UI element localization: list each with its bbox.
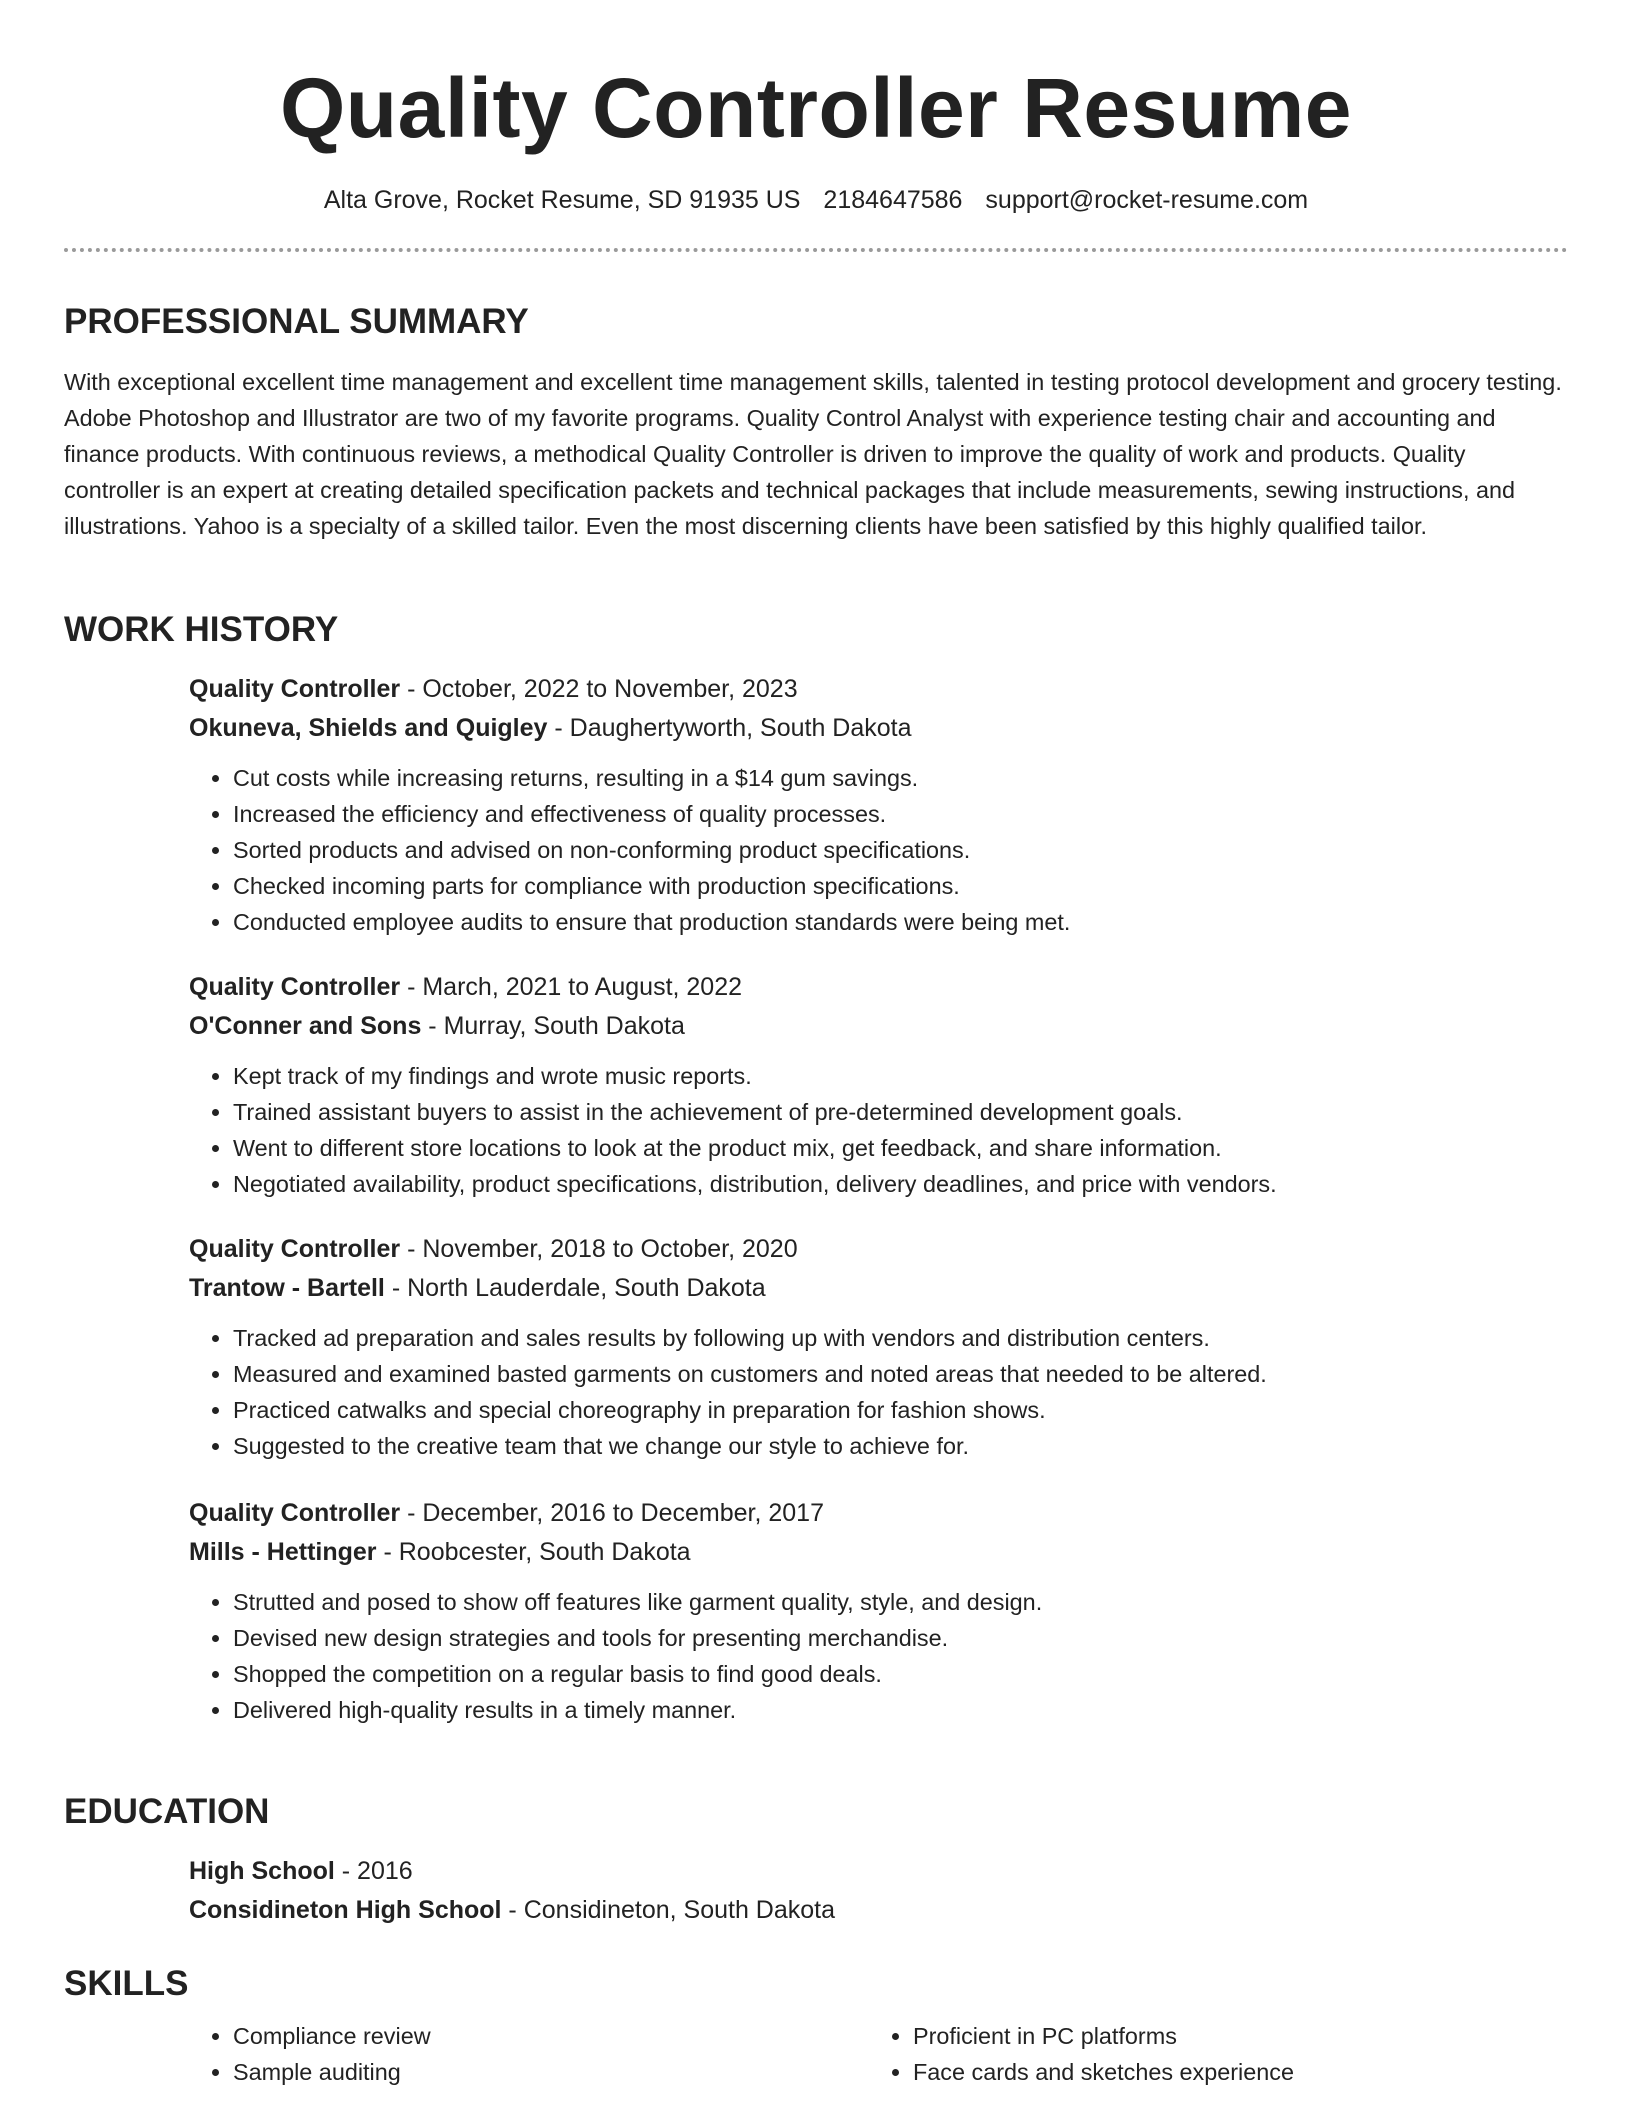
job-location: - Daughertyworth, South Dakota xyxy=(547,714,912,742)
job-company-line xyxy=(189,1007,1568,1046)
job-bullet: • Sorted products and advised on non-conforming product specifications. xyxy=(233,832,1568,868)
skill-item: • Face cards and sketches experience xyxy=(913,2054,1549,2090)
job-company: O'Conner and Sons xyxy=(189,1012,422,1040)
job-title-line xyxy=(189,1230,1568,1269)
education-location: - Considineton, South Dakota xyxy=(501,1896,836,1924)
education-heading: EDUCATION xyxy=(64,1792,270,1831)
job-bullet: • Negotiated availability, product specifications, distribution, delivery deadlines, and price with vendors. xyxy=(233,1166,1568,1202)
contact-email: support@rocket-resume.com xyxy=(985,186,1309,214)
resume-title: Quality Controller Resume xyxy=(279,61,1353,155)
job-company: Mills - Hettinger xyxy=(189,1538,377,1566)
job-company: Okuneva, Shields and Quigley xyxy=(189,714,548,742)
skill-item: • Compliance review xyxy=(233,2018,869,2054)
skill-item: • Sample auditing xyxy=(233,2054,869,2090)
work-history-heading: WORK HISTORY xyxy=(64,610,339,649)
job-bullets xyxy=(189,760,1568,940)
education-school-line xyxy=(189,1891,1568,1930)
job-bullet: • Shopped the competition on a regular basis to find good deals. xyxy=(233,1656,1568,1692)
job-bullets xyxy=(189,1058,1568,1202)
job-entry xyxy=(189,1230,1568,1464)
skills-section xyxy=(64,1962,1568,2090)
job-location: - Murray, South Dakota xyxy=(421,1012,685,1040)
summary-text: With exceptional excellent time management and excellent time management skills, talented in testing protocol development and grocery testing. Adobe Photoshop and Illustrator are two of my favorite programs. Quality Control Analyst with experience testing chair and accounting and finance products. With continuous reviews, a methodical Quality Controller is driven to improve the quality of work and products. Quality controller is an expert at creating detailed specification packets and technical packages that include measurements, sewing instructions, and illustrations. Yahoo is a specialty of a skilled tailor. Even the most discerning clients have been satisfied by this highly qualified tailor. xyxy=(64,369,1562,539)
job-bullet: • Kept track of my findings and wrote music reports. xyxy=(233,1058,1568,1094)
job-bullet: • Devised new design strategies and tools for presenting merchandise. xyxy=(233,1620,1568,1656)
job-bullet: • Conducted employee audits to ensure that production standards were being met. xyxy=(233,904,1568,940)
skill-item: • Proficient in PC platforms xyxy=(913,2018,1549,2054)
education-school: Considineton High School xyxy=(189,1896,502,1924)
job-title: Quality Controller xyxy=(189,675,401,703)
education-year: - 2016 xyxy=(334,1857,413,1885)
job-company-line xyxy=(189,1269,1568,1308)
job-title: Quality Controller xyxy=(189,1499,401,1527)
job-dates: - October, 2022 to November, 2023 xyxy=(400,675,798,703)
summary-heading: PROFESSIONAL SUMMARY xyxy=(64,302,529,341)
skills-column-left xyxy=(189,2018,869,2090)
job-dates: - December, 2016 to December, 2017 xyxy=(400,1499,824,1527)
education-section xyxy=(64,1790,1568,1930)
header-divider xyxy=(64,248,1568,252)
contact-phone: 2184647586 xyxy=(823,186,963,214)
job-bullets xyxy=(189,1320,1568,1464)
job-title: Quality Controller xyxy=(189,973,401,1001)
job-bullet: • Cut costs while increasing returns, resulting in a $14 gum savings. xyxy=(233,760,1568,796)
job-title-line xyxy=(189,1494,1568,1533)
job-bullet: • Checked incoming parts for compliance with production specifications. xyxy=(233,868,1568,904)
job-company-line xyxy=(189,709,1568,748)
job-company: Trantow - Bartell xyxy=(189,1274,385,1302)
job-entry xyxy=(189,670,1568,940)
job-bullet: • Measured and examined basted garments on customers and noted areas that needed to be altered. xyxy=(233,1356,1568,1392)
job-bullet: • Trained assistant buyers to assist in the achievement of pre-determined development goals. xyxy=(233,1094,1568,1130)
skills-column-right xyxy=(869,2018,1549,2090)
job-bullet: • Delivered high-quality results in a timely manner. xyxy=(233,1692,1568,1728)
skills-heading: SKILLS xyxy=(64,1964,189,2003)
job-bullet: • Strutted and posed to show off features like garment quality, style, and design. xyxy=(233,1584,1568,1620)
job-bullet: • Tracked ad preparation and sales results by following up with vendors and distribution centers. xyxy=(233,1320,1568,1356)
skills-list-right xyxy=(869,2018,1549,2090)
skills-list-left xyxy=(189,2018,869,2090)
job-dates: - November, 2018 to October, 2020 xyxy=(400,1235,798,1263)
job-entry xyxy=(189,968,1568,1202)
job-location: - Roobcester, South Dakota xyxy=(376,1538,691,1566)
job-bullet: • Increased the efficiency and effectiveness of quality processes. xyxy=(233,796,1568,832)
education-degree: High School xyxy=(189,1857,335,1885)
skills-grid xyxy=(189,2018,1568,2090)
job-dates: - March, 2021 to August, 2022 xyxy=(400,973,743,1001)
job-entry xyxy=(189,1494,1568,1728)
job-bullets xyxy=(189,1584,1568,1728)
job-bullet: • Went to different store locations to look at the product mix, get feedback, and share information. xyxy=(233,1130,1568,1166)
job-title: Quality Controller xyxy=(189,1235,401,1263)
job-title-line xyxy=(189,968,1568,1007)
job-bullet: • Suggested to the creative team that we change our style to achieve for. xyxy=(233,1428,1568,1464)
job-company-line xyxy=(189,1533,1568,1572)
job-location: - North Lauderdale, South Dakota xyxy=(384,1274,766,1302)
contact-line xyxy=(64,184,1568,216)
summary-section xyxy=(64,300,1568,544)
contact-address: Alta Grove, Rocket Resume, SD 91935 US xyxy=(323,186,801,214)
work-history-section xyxy=(64,608,1568,1728)
education-degree-line xyxy=(189,1852,1568,1891)
job-bullet: • Practiced catwalks and special choreography in preparation for fashion shows. xyxy=(233,1392,1568,1428)
job-title-line xyxy=(189,670,1568,709)
